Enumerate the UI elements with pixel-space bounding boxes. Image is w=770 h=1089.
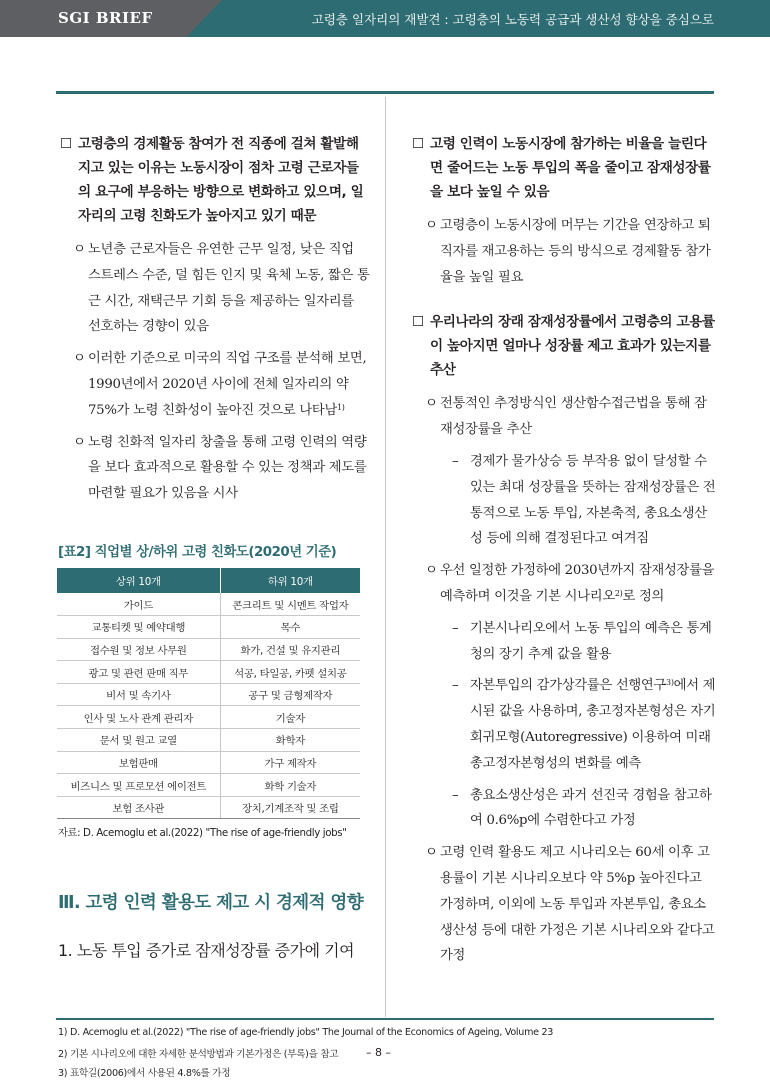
paragraph-text: 고령층의 경제활동 참여가 전 직종에 걸쳐 활발해지고 있는 이유는 노동시장이 점차 고령 근로자들의 요구에 부응하는 방향으로 변화하고 있으며, 일자리의 고령 친화도가 높아지고 있기 때문 xyxy=(78,136,364,224)
circle-bullet-icon: ㅇ xyxy=(425,218,438,233)
circle-bullet-icon: ㅇ xyxy=(73,434,86,450)
table-header-row xyxy=(57,568,360,593)
table-cell: 장치,기계조작 및 조립 xyxy=(220,796,360,819)
right-circle-item-4 xyxy=(412,840,718,969)
column-divider xyxy=(385,97,386,1017)
paragraph-text: 우리나라의 장래 잠재성장률에서 고령층의 고용률이 높아지면 얼마나 성장률 제고 효과가 있는지를 추산 xyxy=(430,314,715,379)
left-column xyxy=(60,132,370,513)
table-row xyxy=(57,661,360,684)
right-dash-item-4 xyxy=(412,783,718,835)
right-column xyxy=(412,132,718,975)
table-row xyxy=(57,774,360,797)
table-cell: 가구 제작자 xyxy=(220,751,360,774)
footnote-ref: 1) xyxy=(337,402,345,412)
section-heading: Ⅲ. 고령 인력 활용도 제고 시 경제적 영향 xyxy=(58,893,364,913)
footnote-1: 1) D. Acemoglu et al.(2022) "The rise of age-friendly jobs" The Journal of the Economics of Ageing, Volume 23 xyxy=(58,1027,554,1038)
header-title: 고령층 일자리의 재발견 : 고령층의 노동력 공급과 생산성 향상을 중심으로 xyxy=(311,12,714,27)
footnote-3: 3) 표학길(2006)에서 사용된 4.8%를 가정 xyxy=(58,1068,231,1079)
right-circle-item-2 xyxy=(412,391,718,443)
age-friendly-jobs-table xyxy=(57,568,360,819)
table-cell: 공구 및 금형제작자 xyxy=(220,683,360,706)
footnote-ref: 3) xyxy=(666,678,674,688)
item-text-tail: 로 정의 xyxy=(622,588,665,604)
left-circle-item-1 xyxy=(60,237,370,340)
table-row xyxy=(57,796,360,819)
page-number: – 8 – xyxy=(366,1046,391,1059)
column-header-bottom10: 하위 10개 xyxy=(220,568,360,593)
column-header-top10: 상위 10개 xyxy=(57,568,220,593)
item-text-tail: 에서 제시된 값을 사용하며, 총고정자본형성은 자기회귀모형(Autoregressive) 이용하여 미래 총고정자본형성의 변화를 예측 xyxy=(470,678,716,771)
circle-bullet-icon: ㅇ xyxy=(73,242,86,257)
table-cell: 콘크리트 및 시멘트 작업자 xyxy=(220,593,360,616)
spacer xyxy=(412,296,718,310)
table-cell: 비서 및 속기사 xyxy=(57,683,220,706)
top-rule xyxy=(56,91,714,94)
table-cell: 기술자 xyxy=(220,706,360,729)
left-square-bullet-1 xyxy=(60,132,370,228)
table-cell: 접수원 및 정보 사무원 xyxy=(57,638,220,661)
table-cell: 광고 및 관련 판매 직무 xyxy=(57,661,220,684)
paragraph-text: 고령 인력이 노동시장에 참가하는 비율을 늘린다면 줄어드는 노동 투입의 폭을 줄이고 잠재성장률을 보다 높일 수 있음 xyxy=(430,136,711,200)
circle-bullet-icon: ㅇ xyxy=(425,845,438,861)
right-dash-item-1 xyxy=(412,449,718,552)
table-row xyxy=(57,593,360,616)
table-row xyxy=(57,616,360,639)
item-text: 고령층이 노동시장에 머무는 기간을 연장하고 퇴직자를 재고용하는 등의 방식으로 경제활동 참가율을 높일 필요 xyxy=(440,218,711,285)
table-cell: 화학 기술자 xyxy=(220,774,360,797)
right-dash-item-2 xyxy=(412,616,718,668)
dash-bullet-icon: – xyxy=(452,620,459,636)
table-cell: 보험판매 xyxy=(57,751,220,774)
table-row xyxy=(57,729,360,752)
right-square-bullet-1 xyxy=(412,132,718,204)
circle-bullet-icon: ㅇ xyxy=(425,563,438,579)
right-circle-item-3 xyxy=(412,558,718,610)
table-cell: 문서 및 원고 교열 xyxy=(57,729,220,752)
left-circle-item-2 xyxy=(60,346,370,423)
dash-bullet-icon: – xyxy=(452,453,459,469)
item-text: 경제가 물가상승 등 부작용 없이 달성할 수 있는 최대 성장률을 뜻하는 잠재성장률은 전통적으로 노동 투입, 자본축적, 총요소생산성 등에 의해 결정된다고 여겨짐 xyxy=(470,453,716,547)
dash-bullet-icon: – xyxy=(452,787,459,803)
circle-bullet-icon: ㅇ xyxy=(73,351,86,367)
item-text: 이러한 기준으로 미국의 직업 구조를 분석해 보면, 1990년에서 2020년 사이에 전체 일자리의 약 75%가 노령 친화성이 높아진 것으로 나타남 xyxy=(88,351,367,418)
square-bullet-icon: ☐ xyxy=(412,136,424,152)
item-text: 자본투입의 감가상각률은 선행연구 xyxy=(470,678,667,694)
table-cell: 화가, 건설 및 유지관리 xyxy=(220,638,360,661)
table-cell: 석공, 타일공, 카펫 설치공 xyxy=(220,661,360,684)
item-text: 기본시나리오에서 노동 투입의 예측은 통계청의 장기 추계 값을 활용 xyxy=(470,620,712,662)
dash-bullet-icon: – xyxy=(452,678,459,694)
table-row xyxy=(57,683,360,706)
brand-label: SGI BRIEF xyxy=(58,9,153,27)
item-text: 총요소생산성은 과거 선진국 경험을 참고하여 0.6%p에 수렴한다고 가정 xyxy=(470,787,712,829)
item-text: 노령 친화적 일자리 창출을 통해 고령 인력의 역량을 보다 효과적으로 활용할 수 있는 정책과 제도를 마련할 필요가 있음을 시사 xyxy=(88,434,367,502)
left-circle-item-3 xyxy=(60,430,370,507)
item-text: 전통적인 추정방식인 생산함수접근법을 통해 잠재성장률을 추산 xyxy=(440,396,707,438)
page-header xyxy=(0,0,770,37)
right-square-bullet-2 xyxy=(412,310,718,382)
bottom-rule xyxy=(56,1018,714,1020)
footnote-ref: 2) xyxy=(614,588,623,598)
table-cell: 목수 xyxy=(220,616,360,639)
square-bullet-icon: ☐ xyxy=(412,314,424,331)
table-cell: 인사 및 노사 관계 관리자 xyxy=(57,706,220,729)
circle-bullet-icon: ㅇ xyxy=(425,396,438,412)
item-text: 노년층 근로자들은 유연한 근무 일정, 낮은 직업 스트레스 수준, 덜 힘든 인지 및 육체 노동, 짧은 통근 시간, 재택근무 기회 등을 제공하는 일자리를 선호하는 경향이 있음 xyxy=(88,242,370,335)
sub-heading: 1. 노동 투입 증가로 잠재성장률 증가에 기여 xyxy=(58,941,355,960)
table-caption: [표2] 직업별 상/하위 고령 친화도(2020년 기준) xyxy=(58,545,337,560)
footnote-2: 2) 기본 시나리오에 대한 자세한 분석방법과 기본가정은 (부록)을 참고 xyxy=(58,1049,339,1060)
item-text: 우선 일정한 가정하에 2030년까지 잠재성장률을 예측하며 이것을 기본 시나리오 xyxy=(440,563,715,604)
table-row xyxy=(57,706,360,729)
item-text: 고령 인력 활용도 제고 시나리오는 60세 이후 고용률이 기본 시나리오보다 약 5%p 높아진다고 가정하며, 이외에 노동 투입과 자본투입, 총요소생산성 등에 대한 가정은 기본 시나리오와 같다고 가정 xyxy=(440,845,715,964)
table-cell: 화학자 xyxy=(220,729,360,752)
table-cell: 비즈니스 및 프로모션 에이전트 xyxy=(57,774,220,797)
square-bullet-icon: ☐ xyxy=(60,136,72,152)
right-circle-item-1 xyxy=(412,213,718,290)
table-cell: 보험 조사관 xyxy=(57,796,220,819)
table-row xyxy=(57,638,360,661)
table-cell: 교통티켓 및 예약대행 xyxy=(57,616,220,639)
right-dash-item-3 xyxy=(412,673,718,776)
table-row xyxy=(57,751,360,774)
table-source: 자료: D. Acemoglu et al.(2022) "The rise of age-friendly jobs" xyxy=(58,827,347,839)
table-cell: 가이드 xyxy=(57,593,220,616)
